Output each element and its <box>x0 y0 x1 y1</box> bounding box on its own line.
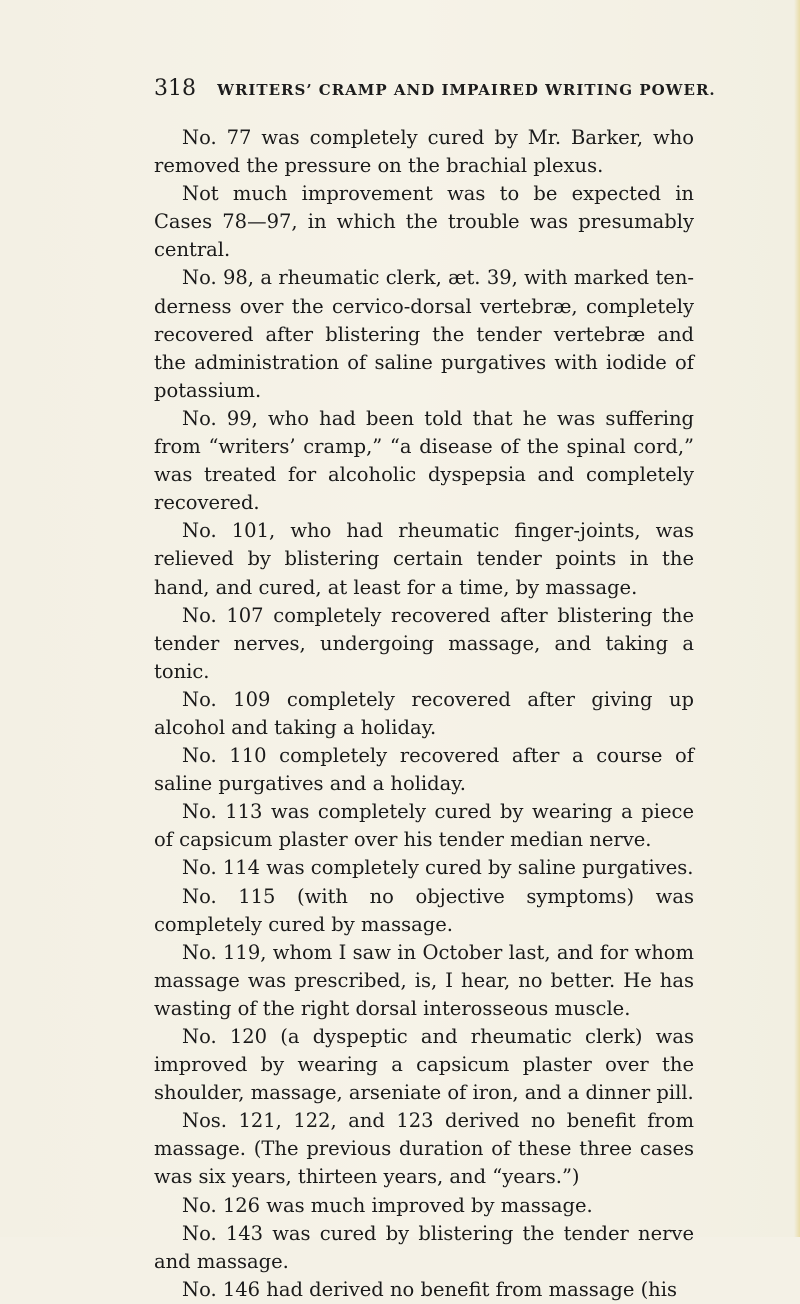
paragraph-case-99: No. 99, who had been told that he was suffering from “writers’ cramp,” “a disease of the spinal cord,” was treated for alcoholic dyspepsia and completely recovered. <box>154 406 694 515</box>
paragraph-case-101: No. 101, who had rheumatic finger-joints, was relieved by blistering certain tender points in the hand, and cured, at least for a time, by massage. <box>154 519 694 599</box>
paragraph-case-126: No. 126 was much improved by massage. <box>182 1193 593 1217</box>
running-title: WRITERS’ CRAMP AND IMPAIRED WRITING POWER. <box>217 81 716 99</box>
paragraph-cases-78-97: Not much improvement was to be expected in Cases 78—97, in which the trouble was presumably central. <box>154 182 694 262</box>
paragraph-cases-121-123: Nos. 121, 122, and 123 derived no benefit from massage. (The previous duration of these three cases was six years, thirteen years, and “years.”) <box>154 1109 694 1189</box>
paragraph-case-77: No. 77 was completely cured by Mr. Barker, who removed the pressure on the brachial plexus. <box>154 126 694 178</box>
page-header <box>154 76 716 101</box>
page-number: 318 <box>154 76 196 101</box>
paragraph-case-143: No. 143 was cured by blistering the tender nerve and massage. <box>154 1221 694 1273</box>
paragraph-case-98: No. 98, a rheumatic clerk, æt. 39, with marked tenderness over the cervico-dorsal vertebræ, completely recovered after blistering the tender vertebræ and the administration of saline purgatives with iodide of potassium. <box>154 266 694 402</box>
paragraph-case-110: No. 110 completely recovered after a course of saline purgatives and a holiday. <box>154 744 694 796</box>
paragraph-case-119: No. 119, whom I saw in October last, and for whom massage was prescribed, is, I hear, no better. He has wasting of the right dorsal interosseous muscle. <box>154 940 694 1020</box>
paragraph-case-107: No. 107 completely recovered after blistering the tender nerves, undergoing massage, and taking a tonic. <box>154 603 694 683</box>
paragraph-case-115: No. 115 (with no objective symptoms) was completely cured by massage. <box>154 884 694 936</box>
paragraph-case-113: No. 113 was completely cured by wearing a piece of capsicum plaster over his tender median nerve. <box>154 800 694 852</box>
paragraph-case-120: No. 120 (a dyspeptic and rheumatic clerk) was improved by wearing a capsicum plaster over the shoulder, massage, arseniate of iron, and a dinner pill. <box>154 1025 694 1105</box>
body-text <box>154 124 694 1304</box>
page-edge <box>794 0 800 1237</box>
paragraph-case-146: No. 146 had derived no benefit from massage (his <box>182 1277 677 1301</box>
paragraph-case-109: No. 109 completely recovered after giving up alcohol and taking a holiday. <box>154 687 694 739</box>
paragraph-case-114: No. 114 was completely cured by saline purgatives. <box>182 856 694 880</box>
